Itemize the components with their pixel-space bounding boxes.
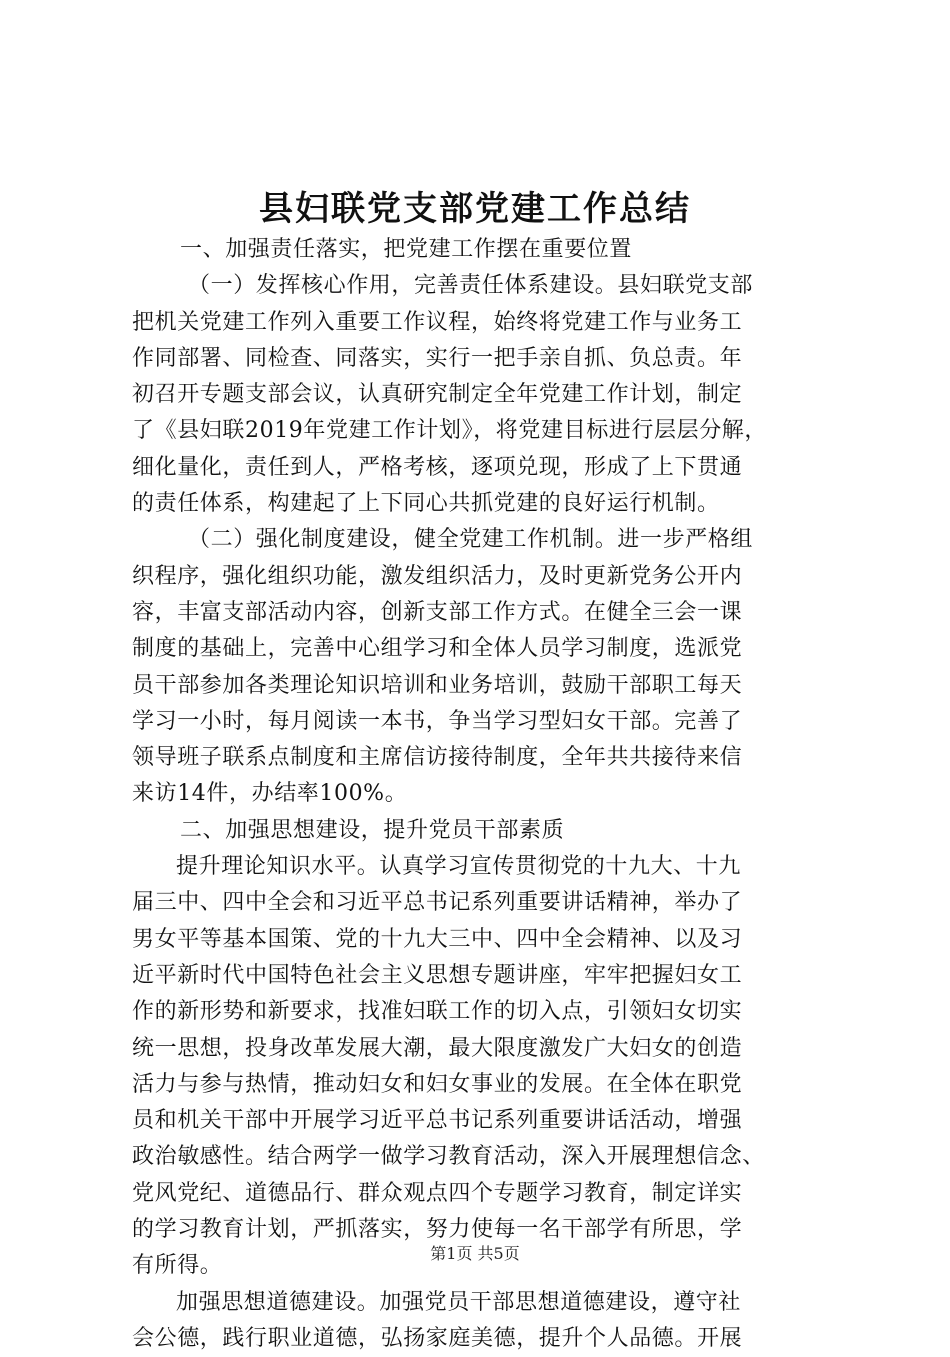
text-line: 近平新时代中国特色社会主义思想专题讲座，牢牢把握妇女工: [132, 962, 743, 988]
text-line: 作同部署、同检查、同落实，实行一把手亲自抓、负总责。年: [132, 345, 743, 371]
text-line: 作的新形势和新要求，找准妇联工作的切入点，引领妇女切实: [132, 999, 743, 1025]
text-line: （一）发挥核心作用，完善责任体系建设。县妇联党支部: [188, 273, 754, 299]
text-line: 来访14件，办结率100%。: [132, 781, 408, 807]
text-line: 学习一小时，每月阅读一本书，争当学习型妇女干部。完善了: [132, 708, 743, 734]
text-line: 届三中、四中全会和习近平总书记系列重要讲话精神，举办了: [132, 890, 743, 916]
section-heading-2: 二、加强思想建设，提升党员干部素质: [180, 817, 565, 843]
text-line: 提升理论知识水平。认真学习宣传贯彻党的十九大、十九: [176, 854, 742, 880]
text-line: 容，丰富支部活动内容，创新支部工作方式。在健全三会一课: [132, 599, 743, 625]
text-line: 的学习教育计划，严抓落实，努力使每一名干部学有所思，学: [132, 1217, 743, 1243]
text-line: 初召开专题支部会议，认真研究制定全年党建工作计划，制定: [132, 382, 743, 408]
text-line: 党风党纪、道德品行、群众观点四个专题学习教育，制定详实: [132, 1180, 743, 1206]
text-line: （二）强化制度建设，健全党建工作机制。进一步严格组: [188, 527, 754, 553]
text-line: 员和机关干部中开展学习近平总书记系列重要讲话活动，增强: [132, 1108, 743, 1134]
page-number-footer: 第1页 共5页: [430, 1244, 520, 1263]
text-line: 员干部参加各类理论知识培训和业务培训，鼓励干部职工每天: [132, 672, 743, 698]
text-line: 活力与参与热情，推动妇女和妇女事业的发展。在全体在职党: [132, 1071, 743, 1097]
text-line: 把机关党建工作列入重要工作议程，始终将党建工作与业务工: [132, 309, 743, 335]
text-line: 政治敏感性。结合两学一做学习教育活动，深入开展理想信念、: [132, 1144, 765, 1170]
text-line: 细化量化，责任到人，严格考核，逐项兑现，形成了上下贯通: [132, 454, 743, 480]
document-body: [132, 232, 850, 1357]
text-line: 男女平等基本国策、党的十九大三中、四中全会精神、以及习: [132, 926, 743, 952]
text-line: 了《县妇联2019年党建工作计划》，将党建目标进行层层分解，: [132, 418, 767, 444]
text-line: 统一思想，投身改革发展大潮，最大限度激发广大妇女的创造: [132, 1035, 743, 1061]
document-title: 县妇联党支部党建工作总结: [259, 189, 691, 229]
text-line: 会公德，践行职业道德，弘扬家庭美德，提升个人品德。开展: [132, 1325, 743, 1351]
text-line: 加强思想道德建设。加强党员干部思想道德建设，遵守社: [176, 1289, 742, 1315]
text-line: 织程序，强化组织功能，激发组织活力，及时更新党务公开内: [132, 563, 743, 589]
text-line: 制度的基础上，完善中心组学习和全体人员学习制度，选派党: [132, 636, 743, 662]
text-line: 的责任体系，构建起了上下同心共抓党建的良好运行机制。: [132, 491, 720, 517]
section-heading-1: 一、加强责任落实，把党建工作摆在重要位置: [180, 237, 633, 262]
text-line: 领导班子联系点制度和主席信访接待制度，全年共共接待来信: [132, 745, 743, 771]
text-line: 有所得。: [132, 1253, 223, 1279]
